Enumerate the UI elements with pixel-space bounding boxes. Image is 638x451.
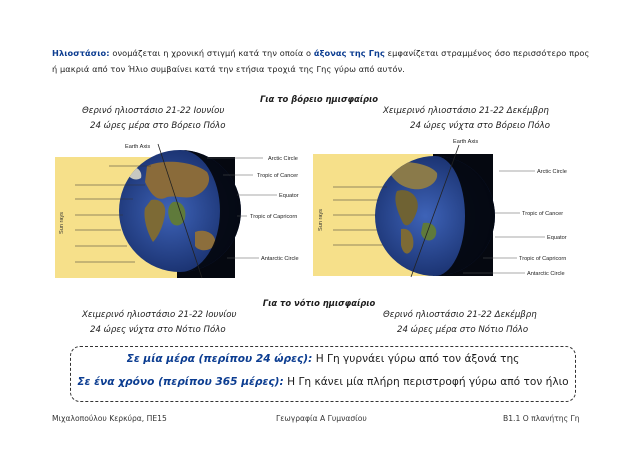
equator-label: Equator — [279, 193, 299, 199]
south-right-caption-1: Θερινό ηλιοστάσιο 21-22 Δεκέμβρη — [383, 310, 537, 320]
arctic-circle-label: Arctic Circle — [268, 156, 298, 162]
north-heading: Για το βόρειο ημισφαίριο — [259, 94, 379, 104]
december-solstice-figure — [313, 137, 591, 281]
summary-day-text: Η Γη γυρνάει γύρω από τον άξονά της — [312, 353, 520, 365]
summary-year-line — [71, 376, 575, 388]
december-solstice-diagram — [313, 137, 591, 281]
south-heading: Για το νότιο ημισφαίριο — [262, 298, 376, 308]
north-right-caption-1: Χειμερινό ηλιοστάσιο 21-22 Δεκέμβρη — [383, 106, 549, 116]
earth-axis-label: Earth Axis — [125, 144, 151, 150]
arctic-circle-label: Arctic Circle — [537, 169, 567, 175]
summary-year-bold: Σε ένα χρόνο (περίπου 365 μέρες): — [77, 376, 284, 388]
north-left-caption-2: 24 ώρες μέρα στο Βόρειο Πόλο — [90, 121, 226, 131]
south-left-caption-2: 24 ώρες νύχτα στο Νότιο Πόλο — [90, 325, 226, 335]
definition-term: Ηλιοστάσιο: — [52, 48, 110, 58]
north-left-caption-1: Θερινό ηλιοστάσιο 21-22 Ιουνίου — [82, 106, 225, 116]
summary-day-line — [71, 353, 575, 365]
tropic-of-cancer-label: Tropic of Cancer — [257, 173, 299, 179]
earth-axis-label: Earth Axis — [453, 139, 479, 145]
definition-paragraph — [52, 45, 592, 77]
june-solstice-diagram — [55, 138, 310, 283]
tropic-of-capricorn-label: Tropic of Capricorn — [250, 214, 298, 220]
footer-section: Β1.1 Ο πλανήτης Γη — [503, 414, 580, 423]
equator-label: Equator — [547, 235, 567, 241]
definition-highlight: άξονας της Γης — [313, 48, 385, 58]
tropic-of-capricorn-label: Tropic of Capricorn — [519, 256, 567, 262]
sun-rays-label: Sun rays — [59, 211, 65, 234]
definition-text-start: ονομάζεται η χρονική στιγμή κατά την οποία ο — [109, 48, 314, 58]
summary-box — [70, 346, 576, 402]
north-right-caption-2: 24 ώρες νύχτα στο Βόρειο Πόλο — [410, 121, 550, 131]
south-right-caption-2: 24 ώρες μέρα στο Νότιο Πόλο — [397, 325, 529, 335]
tropic-of-cancer-label: Tropic of Cancer — [522, 211, 564, 217]
antarctic-circle-label: Antarctic Circle — [527, 271, 565, 277]
summary-year-text: Η Γη κάνει μία πλήρη περιστροφή γύρω από τον ήλιο — [283, 376, 569, 388]
definition-text-end: εμφανίζεται στραμμένος όσο περισσότερο προς ή μακριά από τον Ήλιο συμβαίνει κατά την ετήσια τροχιά της Γης γύρω από αυτόν. — [52, 48, 590, 74]
south-left-caption-1: Χειμερινό ηλιοστάσιο 21-22 Ιουνίου — [82, 310, 237, 320]
sun-rays-label: Sun rays — [318, 208, 324, 231]
antarctic-circle-label: Antarctic Circle — [261, 256, 299, 262]
footer-course: Γεωγραφία Α Γυμνασίου — [276, 414, 367, 423]
june-solstice-figure — [55, 138, 310, 283]
footer-author: Μιχαλοπούλου Κερκύρα, ΠΕ15 — [52, 414, 167, 423]
summary-day-bold: Σε μία μέρα (περίπου 24 ώρες): — [126, 353, 313, 365]
